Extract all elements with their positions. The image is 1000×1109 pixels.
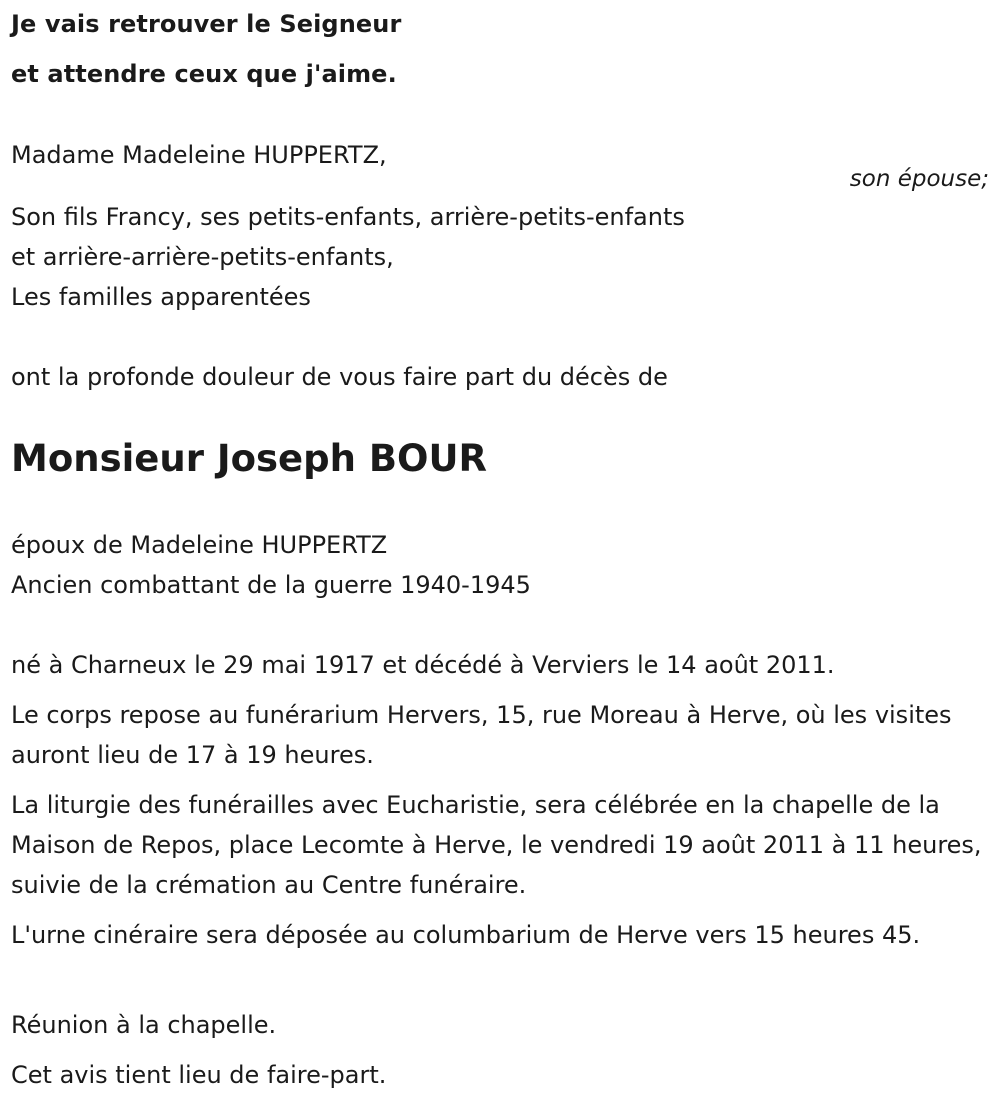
deceased-name: Monsieur Joseph BOUR: [11, 437, 488, 480]
liturgy-paragraph: La liturgie des funérailles avec Eucharistie, sera célébrée en la chapelle de la Maison de Repos, place Lecomte à Herve, le vendredi 19 août 2011 à 11 heures, suivie de la crémation au Centre funéraire.: [11, 791, 982, 899]
announcement: ont la profonde douleur de vous faire part du décès de: [11, 363, 668, 391]
family-line-3: Les familles apparentées: [11, 283, 311, 311]
spouse-relation: son épouse;: [849, 166, 989, 192]
deceased-spouse: époux de Madeleine HUPPERTZ: [11, 531, 388, 559]
deceased-veteran: Ancien combattant de la guerre 1940-1945: [11, 571, 531, 599]
spouse-name: Madame Madeleine HUPPERTZ,: [11, 141, 387, 169]
verse-line-1: Je vais retrouver le Seigneur: [11, 10, 402, 38]
notice-paragraph: Cet avis tient lieu de faire-part.: [11, 1061, 387, 1089]
visitation-paragraph: Le corps repose au funérarium Hervers, 15, rue Moreau à Herve, où les visites auront lieu de 17 à 19 heures.: [11, 701, 952, 769]
birth-death-paragraph: né à Charneux le 29 mai 1917 et décédé à Verviers le 14 août 2011.: [11, 651, 835, 679]
family-line-2: et arrière-arrière-petits-enfants,: [11, 243, 394, 271]
reunion-paragraph: Réunion à la chapelle.: [11, 1011, 277, 1039]
urn-paragraph: L'urne cinéraire sera déposée au columbarium de Herve vers 15 heures 45.: [11, 921, 921, 949]
family-line-1: Son fils Francy, ses petits-enfants, arrière-petits-enfants: [11, 203, 685, 231]
verse-line-2: et attendre ceux que j'aime.: [11, 60, 397, 88]
